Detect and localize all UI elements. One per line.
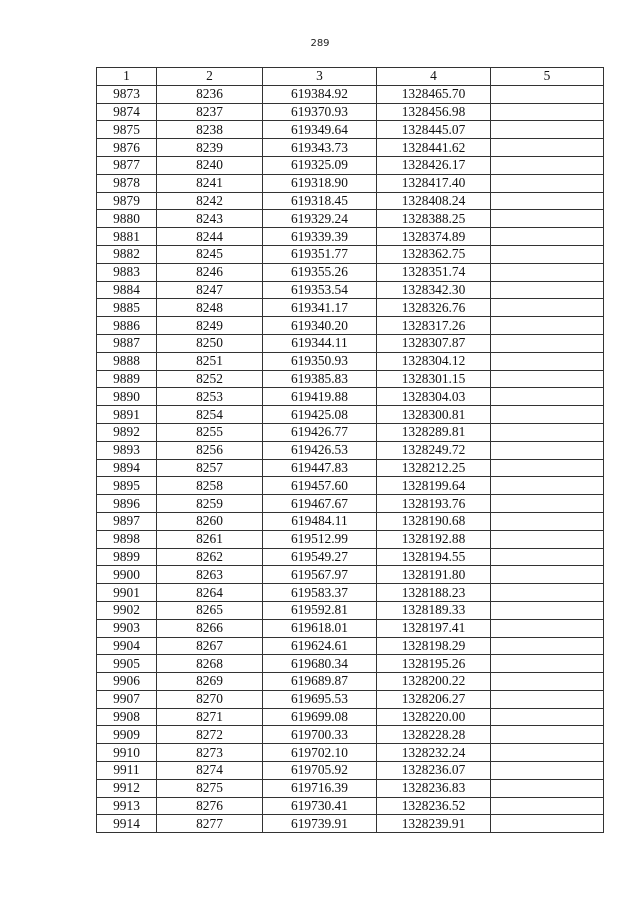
table-cell: 8256 xyxy=(157,441,263,459)
table-cell: 619700.33 xyxy=(263,726,377,744)
table-cell: 8252 xyxy=(157,370,263,388)
table-cell: 9882 xyxy=(97,245,157,263)
table-row xyxy=(97,406,604,424)
table-cell: 1328374.89 xyxy=(377,228,491,246)
column-header: 5 xyxy=(491,68,604,86)
table-cell: 8276 xyxy=(157,797,263,815)
table-cell: 619384.92 xyxy=(263,85,377,103)
table-cell: 619325.09 xyxy=(263,156,377,174)
table-cell: 619329.24 xyxy=(263,210,377,228)
table-cell: 9908 xyxy=(97,708,157,726)
table-cell: 9877 xyxy=(97,156,157,174)
table-cell: 619467.67 xyxy=(263,495,377,513)
table-cell xyxy=(491,370,604,388)
table-cell: 9890 xyxy=(97,388,157,406)
table-cell xyxy=(491,406,604,424)
table-row xyxy=(97,85,604,103)
table-cell: 1328199.64 xyxy=(377,477,491,495)
table-cell: 1328232.24 xyxy=(377,744,491,762)
table-cell: 9909 xyxy=(97,726,157,744)
table-cell: 8241 xyxy=(157,174,263,192)
table-cell: 9874 xyxy=(97,103,157,121)
table-cell: 9906 xyxy=(97,673,157,691)
table-cell: 9905 xyxy=(97,655,157,673)
table-cell: 1328408.24 xyxy=(377,192,491,210)
table-cell: 8244 xyxy=(157,228,263,246)
table-cell: 1328300.81 xyxy=(377,406,491,424)
table-cell: 619344.11 xyxy=(263,334,377,352)
table-cell xyxy=(491,619,604,637)
table-cell: 8269 xyxy=(157,673,263,691)
table-cell: 619695.53 xyxy=(263,690,377,708)
table-cell: 8262 xyxy=(157,548,263,566)
table-cell xyxy=(491,601,604,619)
table-cell: 8267 xyxy=(157,637,263,655)
table-cell: 8271 xyxy=(157,708,263,726)
table-cell: 8248 xyxy=(157,299,263,317)
table-cell xyxy=(491,174,604,192)
table-cell: 1328326.76 xyxy=(377,299,491,317)
table-cell: 8237 xyxy=(157,103,263,121)
table-cell xyxy=(491,281,604,299)
table-cell: 9886 xyxy=(97,317,157,335)
table-cell xyxy=(491,210,604,228)
table-row xyxy=(97,512,604,530)
table-row xyxy=(97,530,604,548)
table-cell: 1328249.72 xyxy=(377,441,491,459)
table-cell: 1328342.30 xyxy=(377,281,491,299)
table-row xyxy=(97,299,604,317)
table-cell xyxy=(491,423,604,441)
table-cell: 9894 xyxy=(97,459,157,477)
table-row xyxy=(97,779,604,797)
table-cell: 1328317.26 xyxy=(377,317,491,335)
table-cell: 8275 xyxy=(157,779,263,797)
table-cell: 1328417.40 xyxy=(377,174,491,192)
table-cell xyxy=(491,352,604,370)
table-cell xyxy=(491,744,604,762)
table-cell: 8254 xyxy=(157,406,263,424)
page-number: 289 xyxy=(310,38,330,49)
table-cell: 619705.92 xyxy=(263,762,377,780)
table-cell: 9885 xyxy=(97,299,157,317)
table-cell: 8272 xyxy=(157,726,263,744)
table-cell: 1328236.07 xyxy=(377,762,491,780)
table-row xyxy=(97,228,604,246)
table-cell: 619699.08 xyxy=(263,708,377,726)
table-cell: 9913 xyxy=(97,797,157,815)
table-cell: 1328304.12 xyxy=(377,352,491,370)
table-cell: 8258 xyxy=(157,477,263,495)
table-cell: 8240 xyxy=(157,156,263,174)
table-row xyxy=(97,601,604,619)
table-cell: 619567.97 xyxy=(263,566,377,584)
table-cell xyxy=(491,690,604,708)
table-cell: 8266 xyxy=(157,619,263,637)
table-cell: 1328189.33 xyxy=(377,601,491,619)
table-cell: 1328236.83 xyxy=(377,779,491,797)
table-cell: 1328191.80 xyxy=(377,566,491,584)
table-cell: 1328206.27 xyxy=(377,690,491,708)
table-row xyxy=(97,139,604,157)
table-cell: 9898 xyxy=(97,530,157,548)
table-cell: 619355.26 xyxy=(263,263,377,281)
table-row xyxy=(97,192,604,210)
table-cell xyxy=(491,228,604,246)
table-cell: 1328212.25 xyxy=(377,459,491,477)
table-cell: 619351.77 xyxy=(263,245,377,263)
table-cell: 9901 xyxy=(97,584,157,602)
table-cell: 8245 xyxy=(157,245,263,263)
table-row xyxy=(97,317,604,335)
table-cell xyxy=(491,103,604,121)
table-cell: 1328194.55 xyxy=(377,548,491,566)
table-row xyxy=(97,815,604,833)
table-cell: 1328195.26 xyxy=(377,655,491,673)
table-cell xyxy=(491,655,604,673)
table-cell: 8251 xyxy=(157,352,263,370)
table-row xyxy=(97,708,604,726)
table-row xyxy=(97,726,604,744)
table-cell xyxy=(491,156,604,174)
table-cell: 1328197.41 xyxy=(377,619,491,637)
table-cell: 1328362.75 xyxy=(377,245,491,263)
table-cell: 8265 xyxy=(157,601,263,619)
table-cell: 9900 xyxy=(97,566,157,584)
table-cell: 9891 xyxy=(97,406,157,424)
table-cell: 619447.83 xyxy=(263,459,377,477)
table-cell: 8270 xyxy=(157,690,263,708)
table-cell: 1328193.76 xyxy=(377,495,491,513)
table-cell: 619689.87 xyxy=(263,673,377,691)
table-cell xyxy=(491,441,604,459)
table-row xyxy=(97,103,604,121)
table-row xyxy=(97,655,604,673)
table-cell xyxy=(491,317,604,335)
table-cell: 8253 xyxy=(157,388,263,406)
table-cell xyxy=(491,815,604,833)
table-cell xyxy=(491,85,604,103)
table-cell xyxy=(491,762,604,780)
table-cell: 8260 xyxy=(157,512,263,530)
table-cell: 8273 xyxy=(157,744,263,762)
table-cell xyxy=(491,477,604,495)
table-cell: 619426.53 xyxy=(263,441,377,459)
table-cell: 9878 xyxy=(97,174,157,192)
table-cell: 8263 xyxy=(157,566,263,584)
table-cell: 9893 xyxy=(97,441,157,459)
table-cell: 1328351.74 xyxy=(377,263,491,281)
table-cell xyxy=(491,459,604,477)
table-row xyxy=(97,762,604,780)
table-cell: 8277 xyxy=(157,815,263,833)
table-cell: 619583.37 xyxy=(263,584,377,602)
table-row xyxy=(97,334,604,352)
table-cell: 619341.17 xyxy=(263,299,377,317)
table-cell: 619484.11 xyxy=(263,512,377,530)
table-cell xyxy=(491,245,604,263)
table-cell: 9903 xyxy=(97,619,157,637)
table-cell: 9879 xyxy=(97,192,157,210)
table-cell: 9907 xyxy=(97,690,157,708)
table-cell: 1328388.25 xyxy=(377,210,491,228)
table-cell: 9889 xyxy=(97,370,157,388)
table-cell: 8249 xyxy=(157,317,263,335)
table-header-row xyxy=(97,68,604,86)
table-cell: 619340.20 xyxy=(263,317,377,335)
table-row xyxy=(97,637,604,655)
table-row xyxy=(97,263,604,281)
table-row xyxy=(97,584,604,602)
table-cell: 1328220.00 xyxy=(377,708,491,726)
table-cell: 8261 xyxy=(157,530,263,548)
table-cell: 9881 xyxy=(97,228,157,246)
table-row xyxy=(97,281,604,299)
table-cell: 8255 xyxy=(157,423,263,441)
table-cell: 9873 xyxy=(97,85,157,103)
table-cell: 1328465.70 xyxy=(377,85,491,103)
table-body xyxy=(97,85,604,832)
table-cell: 619318.90 xyxy=(263,174,377,192)
table-cell: 619549.27 xyxy=(263,548,377,566)
column-header: 2 xyxy=(157,68,263,86)
table-cell: 9896 xyxy=(97,495,157,513)
table-cell: 9911 xyxy=(97,762,157,780)
table-row xyxy=(97,673,604,691)
table-cell xyxy=(491,726,604,744)
table-row xyxy=(97,566,604,584)
table-cell xyxy=(491,637,604,655)
table-row xyxy=(97,690,604,708)
table-cell: 619592.81 xyxy=(263,601,377,619)
table-cell: 8257 xyxy=(157,459,263,477)
table-cell: 619512.99 xyxy=(263,530,377,548)
table-cell: 8243 xyxy=(157,210,263,228)
table-cell: 619457.60 xyxy=(263,477,377,495)
table-row xyxy=(97,619,604,637)
table-cell xyxy=(491,708,604,726)
table-cell xyxy=(491,530,604,548)
column-header: 1 xyxy=(97,68,157,86)
table-cell: 9888 xyxy=(97,352,157,370)
table-cell: 8246 xyxy=(157,263,263,281)
table-cell: 619318.45 xyxy=(263,192,377,210)
table-row xyxy=(97,388,604,406)
table-cell: 1328239.91 xyxy=(377,815,491,833)
table-cell: 619716.39 xyxy=(263,779,377,797)
table-cell xyxy=(491,495,604,513)
table-cell: 1328289.81 xyxy=(377,423,491,441)
table-cell: 9884 xyxy=(97,281,157,299)
table-row xyxy=(97,495,604,513)
table-cell xyxy=(491,388,604,406)
table-cell: 619426.77 xyxy=(263,423,377,441)
table-row xyxy=(97,477,604,495)
table-row xyxy=(97,459,604,477)
table-row xyxy=(97,441,604,459)
table-cell: 619680.34 xyxy=(263,655,377,673)
table-cell: 1328228.28 xyxy=(377,726,491,744)
table-cell: 619618.01 xyxy=(263,619,377,637)
table-cell: 8264 xyxy=(157,584,263,602)
table-cell: 619353.54 xyxy=(263,281,377,299)
table-cell: 1328198.29 xyxy=(377,637,491,655)
table-cell: 1328301.15 xyxy=(377,370,491,388)
table-cell: 1328456.98 xyxy=(377,103,491,121)
table-cell: 619419.88 xyxy=(263,388,377,406)
table-cell: 619370.93 xyxy=(263,103,377,121)
table-cell: 9897 xyxy=(97,512,157,530)
table-cell xyxy=(491,263,604,281)
table-cell: 8274 xyxy=(157,762,263,780)
table-row xyxy=(97,370,604,388)
table-cell: 8238 xyxy=(157,121,263,139)
table-cell: 9883 xyxy=(97,263,157,281)
table-row xyxy=(97,210,604,228)
table-cell: 1328236.52 xyxy=(377,797,491,815)
table-cell: 619350.93 xyxy=(263,352,377,370)
table-cell xyxy=(491,548,604,566)
table-cell: 8242 xyxy=(157,192,263,210)
table-cell xyxy=(491,512,604,530)
table-row xyxy=(97,245,604,263)
table-cell: 1328190.68 xyxy=(377,512,491,530)
table-cell xyxy=(491,566,604,584)
table-cell: 8259 xyxy=(157,495,263,513)
table-row xyxy=(97,121,604,139)
table-cell: 8239 xyxy=(157,139,263,157)
table-cell: 1328441.62 xyxy=(377,139,491,157)
table-cell: 1328426.17 xyxy=(377,156,491,174)
table-cell xyxy=(491,192,604,210)
table-cell: 9892 xyxy=(97,423,157,441)
coordinates-table xyxy=(96,67,604,833)
table-cell xyxy=(491,673,604,691)
table-cell: 9887 xyxy=(97,334,157,352)
table-cell xyxy=(491,797,604,815)
table-cell: 9910 xyxy=(97,744,157,762)
table-row xyxy=(97,423,604,441)
table-cell: 1328304.03 xyxy=(377,388,491,406)
table-cell xyxy=(491,139,604,157)
table-cell: 619739.91 xyxy=(263,815,377,833)
table-cell: 619385.83 xyxy=(263,370,377,388)
table-row xyxy=(97,744,604,762)
table-cell: 9914 xyxy=(97,815,157,833)
table-cell: 8268 xyxy=(157,655,263,673)
table-cell xyxy=(491,584,604,602)
table-cell: 619349.64 xyxy=(263,121,377,139)
table-cell xyxy=(491,299,604,317)
table-cell: 619339.39 xyxy=(263,228,377,246)
table-cell: 9899 xyxy=(97,548,157,566)
table-cell: 9904 xyxy=(97,637,157,655)
table-cell: 619343.73 xyxy=(263,139,377,157)
table-cell: 9895 xyxy=(97,477,157,495)
table-row xyxy=(97,156,604,174)
table-cell: 9912 xyxy=(97,779,157,797)
table-cell: 1328192.88 xyxy=(377,530,491,548)
table-cell: 8247 xyxy=(157,281,263,299)
table-cell xyxy=(491,121,604,139)
table-row xyxy=(97,352,604,370)
table-cell: 619624.61 xyxy=(263,637,377,655)
table-cell: 8250 xyxy=(157,334,263,352)
table-cell: 9876 xyxy=(97,139,157,157)
table-cell: 1328200.22 xyxy=(377,673,491,691)
table-cell: 8236 xyxy=(157,85,263,103)
table-row xyxy=(97,548,604,566)
table-cell: 619425.08 xyxy=(263,406,377,424)
table-cell: 619702.10 xyxy=(263,744,377,762)
table-cell: 9875 xyxy=(97,121,157,139)
table-row xyxy=(97,174,604,192)
table-cell xyxy=(491,334,604,352)
table-cell: 1328307.87 xyxy=(377,334,491,352)
table-cell xyxy=(491,779,604,797)
table-cell: 1328445.07 xyxy=(377,121,491,139)
table-cell: 9880 xyxy=(97,210,157,228)
table-cell: 619730.41 xyxy=(263,797,377,815)
table-cell: 1328188.23 xyxy=(377,584,491,602)
column-header: 4 xyxy=(377,68,491,86)
table-row xyxy=(97,797,604,815)
table-cell: 9902 xyxy=(97,601,157,619)
column-header: 3 xyxy=(263,68,377,86)
